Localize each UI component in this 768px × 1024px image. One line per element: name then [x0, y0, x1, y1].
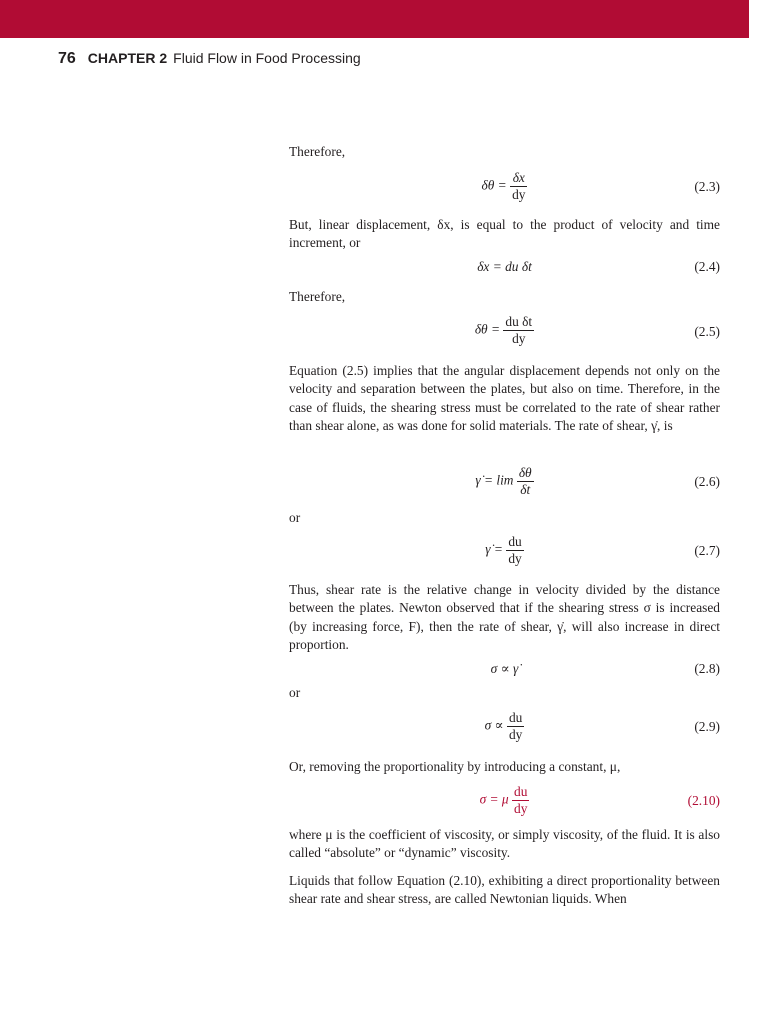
- numerator: du δt: [505, 314, 533, 329]
- fraction: [510, 170, 527, 203]
- equation-number: (2.10): [687, 793, 720, 808]
- paragraph: Liquids that follow Equation (2.10), exhibiting a direct proportionality between shear rate and shear stress, are called Newtonian liquids. When: [289, 873, 720, 907]
- paragraph: Therefore,: [289, 144, 346, 159]
- equation-lhs: γ̇ =: [485, 541, 503, 557]
- paragraph: Thus, shear rate is the relative change in velocity divided by the distance between the plates. Newton observed that if the shearing stress σ is increased (by increasing force, F), then the rate of shear, γ̇, will also increase in direct proportion.: [289, 582, 720, 652]
- fraction: [517, 465, 534, 498]
- equation-lhs: δθ =: [481, 177, 507, 193]
- fraction: [512, 784, 529, 817]
- header-color-bar: [0, 0, 749, 38]
- paragraph: But, linear displacement, δx, is equal to the product of velocity and time increment, or: [289, 217, 720, 251]
- paragraph: or: [289, 685, 301, 700]
- equation-expression: δx = du δt: [477, 259, 532, 274]
- equation-expression: σ ∝ γ̇: [490, 661, 519, 676]
- page-number: 76: [58, 50, 76, 67]
- equation-lhs: σ = μ: [479, 791, 509, 807]
- equation-number: (2.7): [694, 543, 720, 558]
- equation-number: (2.3): [694, 179, 720, 194]
- numerator: du: [508, 534, 522, 549]
- paragraph: Or, removing the proportionality by introducing a constant, μ,: [289, 759, 621, 774]
- running-head: [58, 48, 361, 69]
- equation-number: (2.6): [694, 474, 720, 489]
- numerator: du: [508, 710, 523, 725]
- fraction: [507, 710, 524, 743]
- equation-lhs: σ ∝: [484, 717, 504, 733]
- fraction: [503, 314, 534, 347]
- paragraph: Therefore,: [289, 289, 346, 304]
- paragraph: where μ is the coefficient of viscosity, or simply viscosity, of the fluid. It is also called “absolute” or “dynamic” viscosity.: [289, 827, 720, 861]
- paragraph: Equation (2.5) implies that the angular displacement depends not only on the velocity and separation between the plates, but also on time. Therefore, in the case of fluids, the shearing stress must be correlated to the rate of shear rather than shear alone, as was done for solid materials. The rate of shear, γ̇, is: [289, 363, 720, 433]
- numerator: du: [514, 784, 528, 799]
- paragraph: or: [289, 510, 301, 525]
- denominator: dy: [514, 801, 528, 816]
- denominator: dy: [508, 551, 522, 566]
- numerator: δx: [510, 170, 527, 187]
- equation-number: (2.4): [694, 259, 720, 274]
- numerator: δθ: [518, 465, 532, 480]
- denominator: dy: [512, 187, 526, 202]
- denominator: dy: [512, 331, 526, 346]
- fraction: [506, 534, 523, 567]
- equation-number: (2.5): [694, 324, 720, 339]
- equation-lhs: δθ =: [474, 321, 501, 337]
- denominator: δt: [520, 482, 531, 497]
- denominator: dy: [508, 727, 523, 742]
- equation-lhs: γ̇ = lim: [475, 472, 514, 488]
- chapter-label: CHAPTER 2: [87, 50, 168, 66]
- equation-number: (2.8): [694, 661, 720, 676]
- chapter-title: Fluid Flow in Food Processing: [173, 50, 361, 66]
- equation-number: (2.9): [694, 719, 720, 734]
